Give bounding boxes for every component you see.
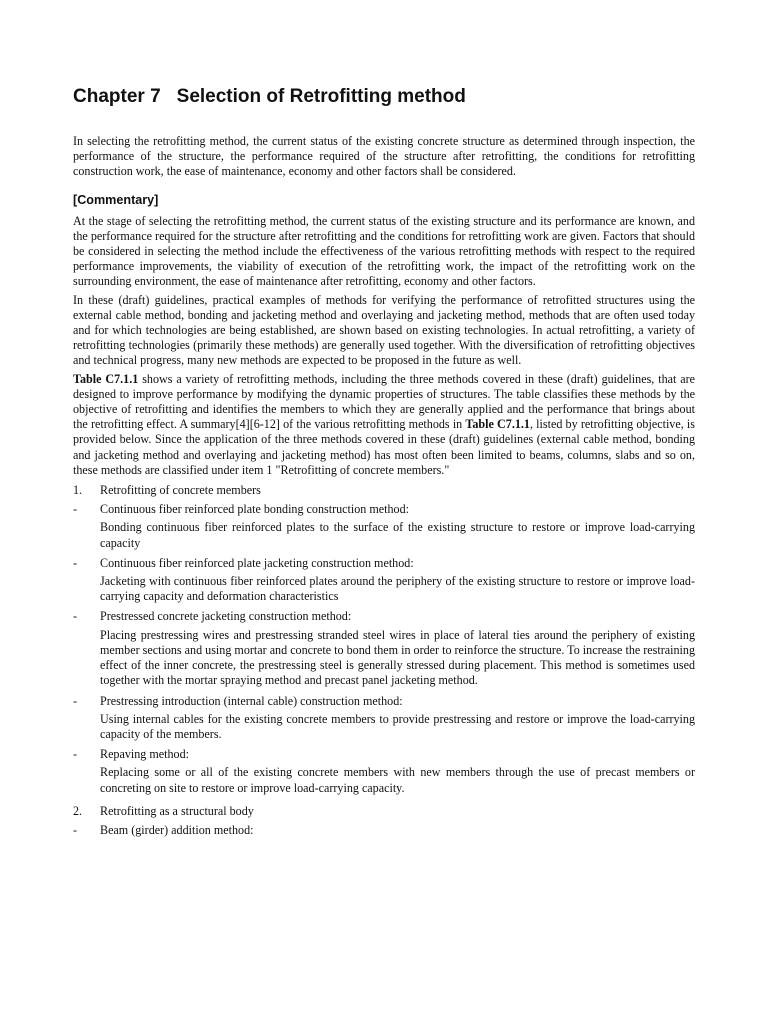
commentary-paragraph-3 bbox=[73, 372, 695, 478]
method-title: Prestressed concrete jacketing construction method: bbox=[100, 609, 352, 624]
method-title: Beam (girder) addition method: bbox=[100, 822, 254, 837]
list-item bbox=[73, 502, 695, 551]
method-description: Using internal cables for the existing concrete members to provide prestressing and restore or improve the load-carrying capacity of the members. bbox=[100, 711, 695, 741]
list-bullet: - bbox=[73, 822, 78, 837]
method-description: Replacing some or all of the existing concrete members with new members through the use of precast members or concreting on site to restore or improve load-carrying capacity. bbox=[100, 765, 695, 795]
list-bullet: - bbox=[73, 747, 78, 762]
method-description: Bonding continuous fiber reinforced plates to the surface of the existing structure to restore or improve load-carrying capacity bbox=[100, 520, 695, 550]
section-number: 1. bbox=[73, 483, 83, 498]
list-bullet: - bbox=[73, 555, 78, 570]
list-bullet: - bbox=[73, 693, 78, 708]
method-title: Prestressing introduction (internal cable) construction method: bbox=[100, 693, 403, 708]
section-number: 2. bbox=[73, 803, 83, 818]
commentary-paragraph-1: At the stage of selecting the retrofitting method, the current status of the existing structure and its performance are known, and the performance required for the structure after retrofitting and the conditions for retrofitting work are given. Factors that should be considered in selecting the method include the effectiveness of the various retrofitting methods with respect to the required performance improvements, the viability of execution of the retrofitting work, the impact of the retrofitting work on the surrounding environment, the ease of maintenance after retrofitting, economy and other factors. bbox=[73, 213, 695, 289]
list-item bbox=[73, 609, 695, 688]
method-description: Jacketing with continuous fiber reinforced plates around the periphery of the existing structure to restore or improve load-carrying capacity and deformation characteristics bbox=[100, 574, 695, 604]
chapter-name: Selection of Retrofitting method bbox=[176, 86, 466, 107]
chapter-title bbox=[73, 86, 695, 108]
section-heading-2 bbox=[73, 804, 695, 819]
list-item bbox=[73, 823, 695, 838]
list-bullet: - bbox=[73, 502, 78, 517]
section-title: Retrofitting of concrete members bbox=[100, 483, 261, 498]
method-title: Continuous fiber reinforced plate bonding construction method: bbox=[100, 502, 409, 517]
method-title: Repaving method: bbox=[100, 747, 190, 762]
intro-paragraph: In selecting the retrofitting method, the current status of the existing concrete structure as determined through inspection, the performance of the structure, the performance required of the structure after retrofitting, the conditions for retrofitting construction work, the ease of maintenance, economy and other factors shall be considered. bbox=[73, 134, 695, 179]
commentary-paragraph-2: In these (draft) guidelines, practical examples of methods for verifying the performance of retrofitted structures using the external cable method, bonding and jacketing method and overlaying and jacketing method, methods that are often used today and for which technologies are being established, are shown based on existing technologies. In actual retrofitting, a variety of retrofitting technologies (primarily these methods) are generally used together. With the diversification of retrofitting objectives and technical progress, many new methods are expected to be proposed in the future as well. bbox=[73, 292, 695, 368]
commentary-heading: [Commentary] bbox=[73, 192, 159, 207]
list-item bbox=[73, 556, 695, 605]
document-page bbox=[73, 86, 695, 843]
list-item bbox=[73, 747, 695, 796]
chapter-number: Chapter 7 bbox=[73, 86, 161, 107]
table-reference: Table C7.1.1 bbox=[465, 417, 530, 432]
section-title: Retrofitting as a structural body bbox=[100, 803, 254, 818]
list-item bbox=[73, 694, 695, 743]
table-reference: Table C7.1.1 bbox=[73, 371, 139, 386]
section-heading-1 bbox=[73, 483, 695, 498]
list-bullet: - bbox=[73, 609, 78, 624]
method-description: Placing prestressing wires and prestressing stranded steel wires in place of lateral ties around the periphery of existing member sections and using mortar and concrete to bond them in order to reinforce the structure. To increase the restraining effect of the inner concrete, the prestressing steel is generally stressed during placement. This method is sometimes used together with the mortar spraying method and precast panel jacketing method. bbox=[100, 627, 695, 688]
paragraph-text: shows a variety of retrofitting methods, including the three methods covered in these (draft) guidelines, that are designed to improve performance by modifying the dynamic properties of structures. The table classifies these methods by the objective of retrofitting and identifies the members to which they are generally applied and the performance that brings about the retrofitting effect. A summary[4][6-12] of the various retrofitting methods in bbox=[73, 371, 696, 432]
paragraph-text: , listed by retrofitting objective, is provided below. Since the application of the three methods covered in these (draft) guidelines (external cable method, bonding and jacketing method and overlaying and jacketing method) has most often been limited to beams, columns, slabs and so on, these methods are classified under item 1 "Retrofitting of concrete members." bbox=[73, 417, 695, 477]
method-title: Continuous fiber reinforced plate jacketing construction method: bbox=[100, 555, 414, 570]
